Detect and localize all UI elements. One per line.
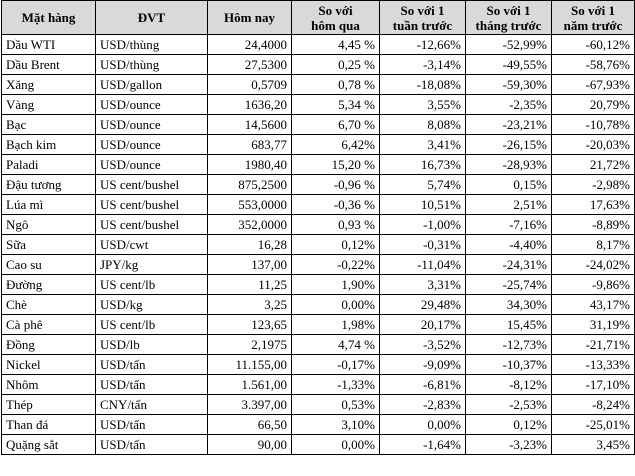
table-row bbox=[2, 295, 635, 315]
cell-vs-yesterday: 5,34 % bbox=[292, 95, 380, 115]
cell-item: Cà phê bbox=[2, 315, 96, 335]
cell-vs-week: 0,00% bbox=[380, 415, 466, 435]
cell-today: 123,65 bbox=[208, 315, 292, 335]
cell-today: 16,28 bbox=[208, 235, 292, 255]
table-row bbox=[2, 75, 635, 95]
cell-vs-year: 3,45% bbox=[552, 435, 635, 455]
header-vs-month-line1: So với 1 bbox=[486, 2, 531, 18]
cell-vs-month: -26,15% bbox=[466, 135, 552, 155]
cell-item: Đường bbox=[2, 275, 96, 295]
header-today-label: Hôm nay bbox=[224, 10, 275, 25]
header-vs-yesterday bbox=[292, 1, 380, 35]
cell-vs-yesterday: 0,00% bbox=[292, 295, 380, 315]
cell-unit: USD/ounce bbox=[96, 155, 208, 175]
table-row bbox=[2, 395, 635, 415]
cell-vs-week: 16,73% bbox=[380, 155, 466, 175]
cell-unit: USD/tấn bbox=[96, 415, 208, 435]
cell-vs-year: 31,19% bbox=[552, 315, 635, 335]
cell-today: 2,1975 bbox=[208, 335, 292, 355]
cell-vs-week: -12,66% bbox=[380, 35, 466, 55]
cell-vs-year: -24,02% bbox=[552, 255, 635, 275]
cell-item: Dầu WTI bbox=[2, 35, 96, 55]
table-row bbox=[2, 255, 635, 275]
table-row bbox=[2, 435, 635, 455]
commodity-price-table bbox=[1, 0, 635, 455]
cell-today: 3.397,00 bbox=[208, 395, 292, 415]
cell-vs-yesterday: 0,53% bbox=[292, 395, 380, 415]
cell-today: 875,2500 bbox=[208, 175, 292, 195]
header-item-label: Mặt hàng bbox=[21, 10, 76, 25]
cell-item: Nhôm bbox=[2, 375, 96, 395]
cell-item: Ngô bbox=[2, 215, 96, 235]
cell-today: 27,5300 bbox=[208, 55, 292, 75]
cell-unit: USD/tấn bbox=[96, 435, 208, 455]
cell-today: 66,50 bbox=[208, 415, 292, 435]
cell-vs-yesterday: 4,74 % bbox=[292, 335, 380, 355]
cell-vs-year: 43,17% bbox=[552, 295, 635, 315]
table-row bbox=[2, 115, 635, 135]
cell-item: Lúa mì bbox=[2, 195, 96, 215]
cell-vs-yesterday: -0,22% bbox=[292, 255, 380, 275]
header-vs-week bbox=[380, 1, 466, 35]
cell-today: 683,77 bbox=[208, 135, 292, 155]
cell-vs-year: 8,17% bbox=[552, 235, 635, 255]
cell-item: Dầu Brent bbox=[2, 55, 96, 75]
cell-today: 0,5709 bbox=[208, 75, 292, 95]
header-vs-yesterday-line1: So với bbox=[318, 2, 353, 18]
cell-item: Cao su bbox=[2, 255, 96, 275]
table-row bbox=[2, 215, 635, 235]
cell-vs-month: 0,15% bbox=[466, 175, 552, 195]
cell-vs-week: -18,08% bbox=[380, 75, 466, 95]
cell-vs-yesterday: 0,25 % bbox=[292, 55, 380, 75]
header-today bbox=[208, 1, 292, 35]
table-row bbox=[2, 335, 635, 355]
cell-item: Bạc bbox=[2, 115, 96, 135]
table-row bbox=[2, 315, 635, 335]
cell-vs-yesterday: -1,33% bbox=[292, 375, 380, 395]
cell-vs-year: -20,03% bbox=[552, 135, 635, 155]
cell-vs-week: -2,83% bbox=[380, 395, 466, 415]
cell-today: 14,5600 bbox=[208, 115, 292, 135]
cell-unit: JPY/kg bbox=[96, 255, 208, 275]
cell-item: Nickel bbox=[2, 355, 96, 375]
cell-item: Than đá bbox=[2, 415, 96, 435]
header-item bbox=[2, 1, 96, 35]
cell-today: 11,25 bbox=[208, 275, 292, 295]
cell-item: Vàng bbox=[2, 95, 96, 115]
cell-vs-week: -1,64% bbox=[380, 435, 466, 455]
cell-unit: US cent/bushel bbox=[96, 215, 208, 235]
cell-vs-yesterday: -0,96 % bbox=[292, 175, 380, 195]
cell-vs-month: -49,55% bbox=[466, 55, 552, 75]
table-row bbox=[2, 135, 635, 155]
cell-item: Bạch kim bbox=[2, 135, 96, 155]
cell-today: 3,25 bbox=[208, 295, 292, 315]
cell-vs-week: 3,55% bbox=[380, 95, 466, 115]
cell-vs-month: 34,30% bbox=[466, 295, 552, 315]
cell-unit: USD/tấn bbox=[96, 355, 208, 375]
cell-unit: USD/ounce bbox=[96, 95, 208, 115]
header-unit-label: ĐVT bbox=[137, 10, 166, 25]
cell-vs-month: -8,12% bbox=[466, 375, 552, 395]
cell-item: Paladi bbox=[2, 155, 96, 175]
cell-today: 1980,40 bbox=[208, 155, 292, 175]
cell-vs-year: 20,79% bbox=[552, 95, 635, 115]
table-body bbox=[2, 35, 635, 455]
cell-vs-month: -4,40% bbox=[466, 235, 552, 255]
header-vs-week-line1: So với 1 bbox=[400, 2, 445, 18]
cell-vs-yesterday: 0,93 % bbox=[292, 215, 380, 235]
header-vs-year bbox=[552, 1, 635, 35]
cell-vs-month: -52,99% bbox=[466, 35, 552, 55]
cell-item: Quặng sắt bbox=[2, 435, 96, 455]
cell-vs-month: -7,16% bbox=[466, 215, 552, 235]
table-header bbox=[2, 1, 635, 35]
cell-vs-yesterday: 0,12% bbox=[292, 235, 380, 255]
cell-vs-month: -10,37% bbox=[466, 355, 552, 375]
cell-vs-week: 10,51% bbox=[380, 195, 466, 215]
header-vs-month-line2: tháng trước bbox=[475, 17, 542, 33]
cell-unit: USD/ounce bbox=[96, 135, 208, 155]
table-row bbox=[2, 175, 635, 195]
cell-unit: USD/gallon bbox=[96, 75, 208, 95]
cell-vs-month: -2,35% bbox=[466, 95, 552, 115]
cell-vs-year: -8,24% bbox=[552, 395, 635, 415]
cell-vs-yesterday: 0,78 % bbox=[292, 75, 380, 95]
cell-unit: USD/ounce bbox=[96, 115, 208, 135]
cell-today: 1.561,00 bbox=[208, 375, 292, 395]
cell-vs-month: -28,93% bbox=[466, 155, 552, 175]
header-vs-week-line2: tuần trước bbox=[392, 17, 453, 33]
header-vs-year-line1: So với 1 bbox=[570, 2, 616, 18]
cell-vs-month: -12,73% bbox=[466, 335, 552, 355]
cell-today: 352,0000 bbox=[208, 215, 292, 235]
cell-unit: CNY/tấn bbox=[96, 395, 208, 415]
cell-vs-week: -11,04% bbox=[380, 255, 466, 275]
cell-vs-yesterday: -0,36 % bbox=[292, 195, 380, 215]
cell-today: 137,00 bbox=[208, 255, 292, 275]
cell-unit: USD/lb bbox=[96, 335, 208, 355]
cell-vs-week: -9,09% bbox=[380, 355, 466, 375]
cell-vs-yesterday: 1,98% bbox=[292, 315, 380, 335]
header-vs-yesterday-line2: hôm qua bbox=[311, 17, 360, 33]
cell-vs-year: -21,71% bbox=[552, 335, 635, 355]
cell-vs-year: -2,98% bbox=[552, 175, 635, 195]
table-row bbox=[2, 195, 635, 215]
cell-today: 11.155,00 bbox=[208, 355, 292, 375]
cell-unit: US cent/bushel bbox=[96, 195, 208, 215]
cell-vs-week: 3,41% bbox=[380, 135, 466, 155]
cell-vs-month: -25,74% bbox=[466, 275, 552, 295]
cell-vs-yesterday: 15,20 % bbox=[292, 155, 380, 175]
table-row bbox=[2, 155, 635, 175]
cell-vs-week: -0,31% bbox=[380, 235, 466, 255]
table-row bbox=[2, 415, 635, 435]
cell-item: Sữa bbox=[2, 235, 96, 255]
cell-unit: US cent/bushel bbox=[96, 175, 208, 195]
table-row bbox=[2, 235, 635, 255]
cell-vs-week: 29,48% bbox=[380, 295, 466, 315]
cell-vs-week: 20,17% bbox=[380, 315, 466, 335]
cell-vs-year: 17,63% bbox=[552, 195, 635, 215]
cell-unit: USD/thùng bbox=[96, 55, 208, 75]
cell-item: Đồng bbox=[2, 335, 96, 355]
cell-today: 90,00 bbox=[208, 435, 292, 455]
cell-vs-week: 5,74% bbox=[380, 175, 466, 195]
cell-vs-week: -3,52% bbox=[380, 335, 466, 355]
cell-vs-month: -2,53% bbox=[466, 395, 552, 415]
cell-vs-year: -9,86% bbox=[552, 275, 635, 295]
cell-vs-yesterday: 6,42% bbox=[292, 135, 380, 155]
table-row bbox=[2, 55, 635, 75]
header-vs-year-line2: năm trước bbox=[563, 17, 623, 33]
table-row bbox=[2, 355, 635, 375]
cell-unit: USD/thùng bbox=[96, 35, 208, 55]
cell-item: Thép bbox=[2, 395, 96, 415]
table-row bbox=[2, 375, 635, 395]
table-row bbox=[2, 275, 635, 295]
cell-vs-yesterday: 6,70 % bbox=[292, 115, 380, 135]
header-vs-month bbox=[466, 1, 552, 35]
table-row bbox=[2, 95, 635, 115]
cell-item: Chè bbox=[2, 295, 96, 315]
cell-today: 553,0000 bbox=[208, 195, 292, 215]
cell-vs-year: -17,10% bbox=[552, 375, 635, 395]
cell-unit: USD/cwt bbox=[96, 235, 208, 255]
cell-item: Xăng bbox=[2, 75, 96, 95]
cell-vs-year: -60,12% bbox=[552, 35, 635, 55]
cell-vs-month: 2,51% bbox=[466, 195, 552, 215]
cell-vs-year: -58,76% bbox=[552, 55, 635, 75]
header-unit bbox=[96, 1, 208, 35]
cell-unit: US cent/lb bbox=[96, 315, 208, 335]
cell-vs-year: -25,01% bbox=[552, 415, 635, 435]
cell-vs-week: 3,31% bbox=[380, 275, 466, 295]
cell-vs-month: -3,23% bbox=[466, 435, 552, 455]
cell-vs-year: -8,89% bbox=[552, 215, 635, 235]
cell-vs-year: -67,93% bbox=[552, 75, 635, 95]
cell-vs-yesterday: 3,10% bbox=[292, 415, 380, 435]
cell-vs-yesterday: -0,17% bbox=[292, 355, 380, 375]
cell-vs-month: -59,30% bbox=[466, 75, 552, 95]
cell-vs-month: 0,12% bbox=[466, 415, 552, 435]
cell-unit: USD/tấn bbox=[96, 375, 208, 395]
cell-vs-month: -24,31% bbox=[466, 255, 552, 275]
cell-vs-week: -3,14% bbox=[380, 55, 466, 75]
header-row bbox=[2, 1, 635, 35]
cell-vs-week: -6,81% bbox=[380, 375, 466, 395]
cell-vs-week: 8,08% bbox=[380, 115, 466, 135]
cell-vs-week: -1,00% bbox=[380, 215, 466, 235]
cell-today: 1636,20 bbox=[208, 95, 292, 115]
cell-vs-month: 15,45% bbox=[466, 315, 552, 335]
cell-unit: US cent/lb bbox=[96, 275, 208, 295]
cell-vs-year: -10,78% bbox=[552, 115, 635, 135]
cell-vs-month: -23,21% bbox=[466, 115, 552, 135]
cell-vs-yesterday: 1,90% bbox=[292, 275, 380, 295]
cell-item: Đậu tương bbox=[2, 175, 96, 195]
cell-vs-year: -13,33% bbox=[552, 355, 635, 375]
cell-unit: USD/kg bbox=[96, 295, 208, 315]
cell-today: 24,4000 bbox=[208, 35, 292, 55]
cell-vs-yesterday: 4,45 % bbox=[292, 35, 380, 55]
cell-vs-yesterday: 0,00% bbox=[292, 435, 380, 455]
cell-vs-year: 21,72% bbox=[552, 155, 635, 175]
table-row bbox=[2, 35, 635, 55]
